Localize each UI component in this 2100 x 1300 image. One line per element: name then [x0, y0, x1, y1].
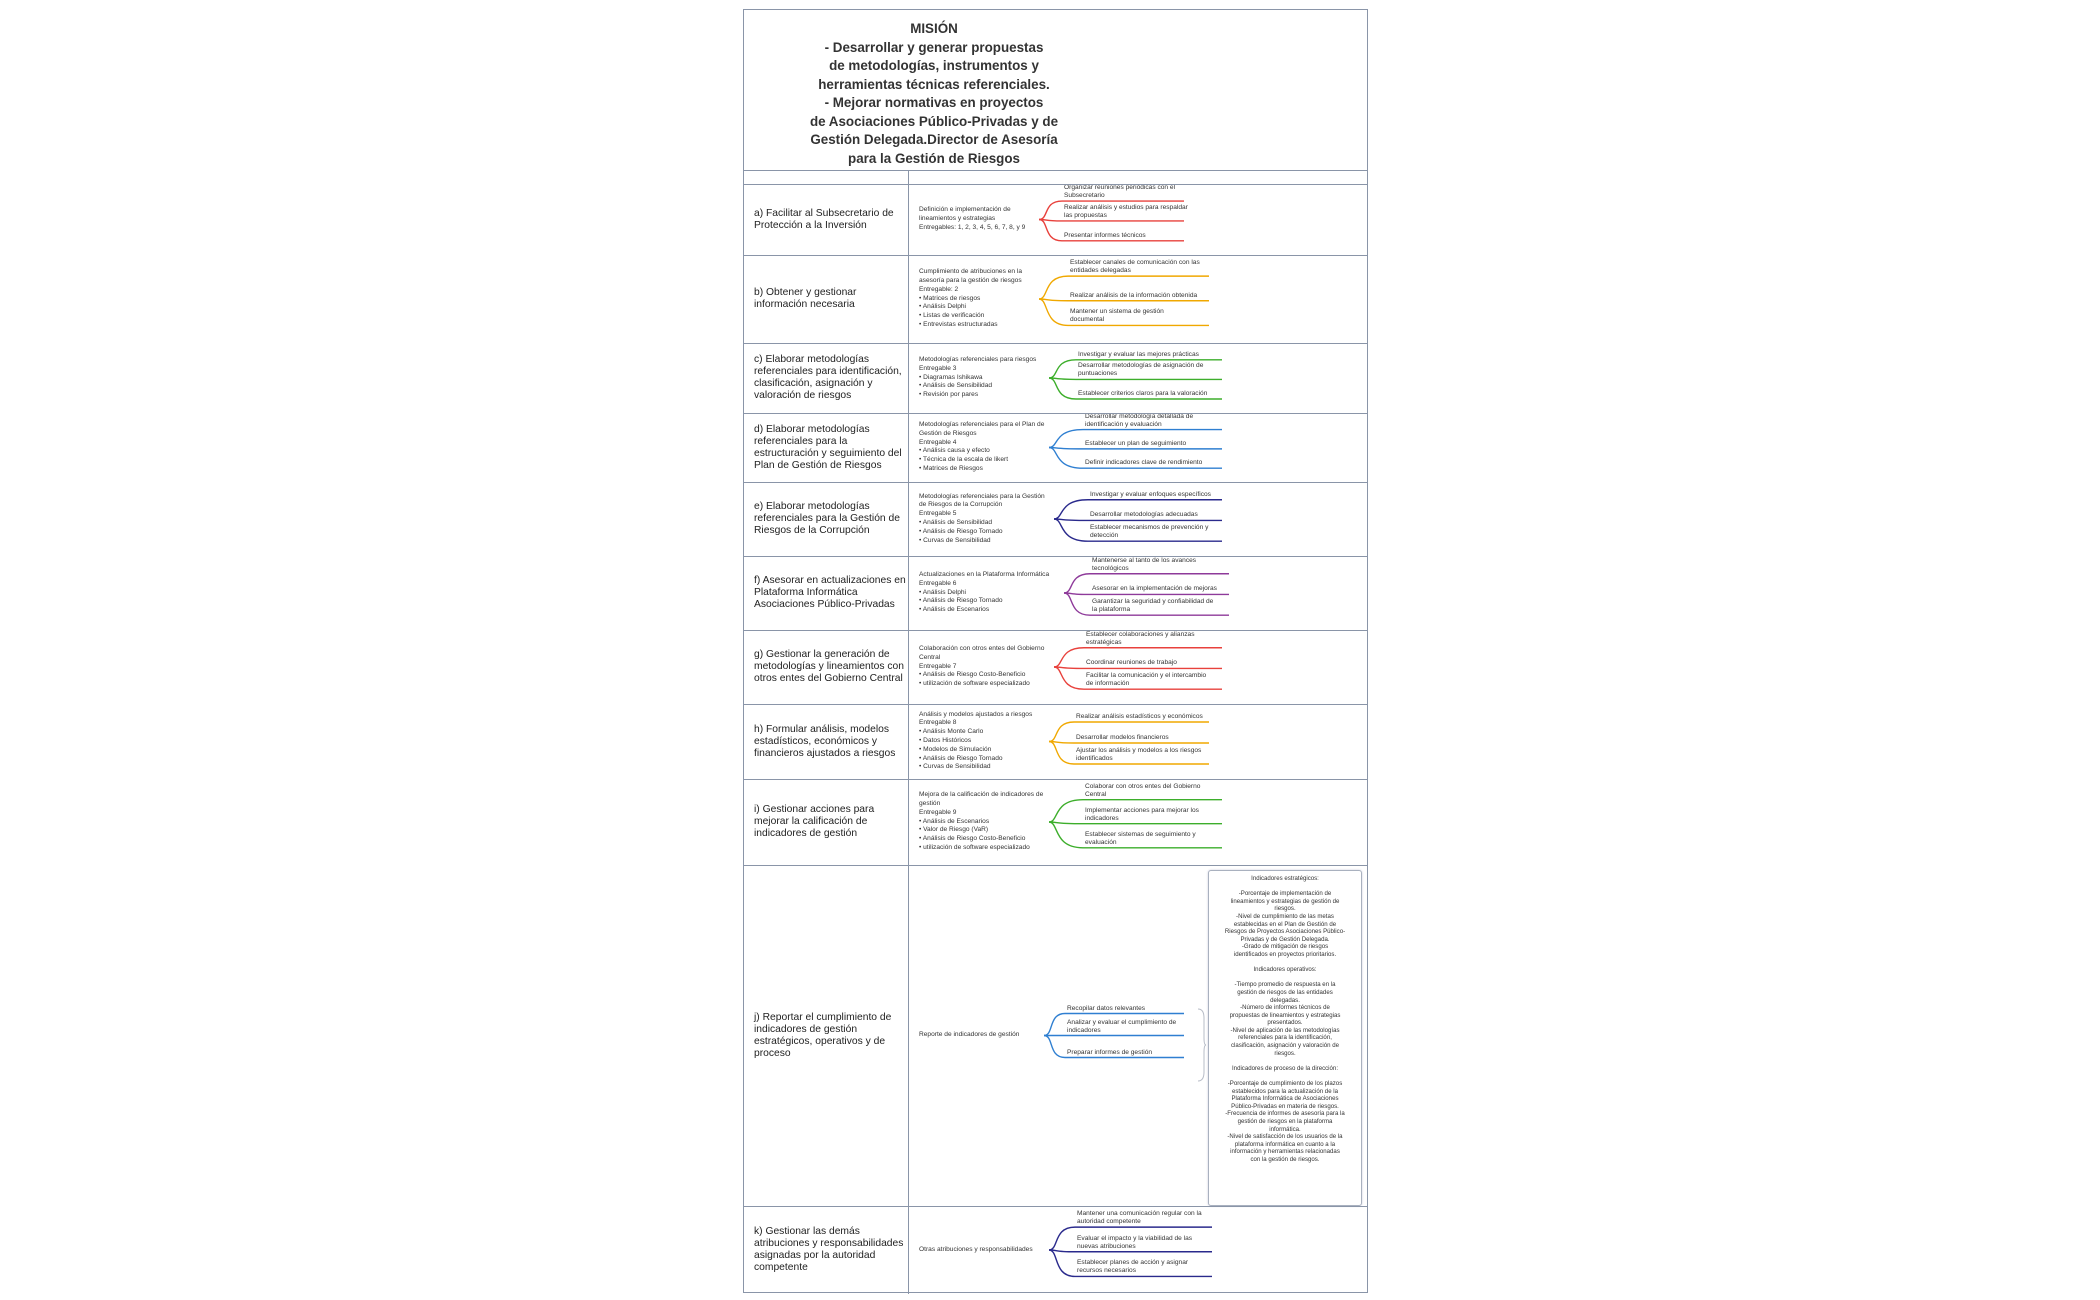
mission-line: MISIÓN	[910, 21, 958, 36]
activity-line: indicadores	[1085, 814, 1119, 822]
activity-line: entidades delegadas	[1070, 267, 1131, 275]
deliverable-line: Cumplimiento de atribuciones en la	[919, 268, 1022, 276]
activity-line: Desarrollar metodologías de asignación de	[1078, 362, 1204, 370]
activity-line: Establecer canales de comunicación con las	[1070, 259, 1200, 267]
deliverable-line: Metodologías referenciales para el Plan de	[919, 421, 1045, 429]
activity-line: Desarrollar modelos financieros	[1076, 734, 1169, 741]
column-divider	[908, 170, 909, 1294]
row-divider	[744, 343, 1367, 344]
goal-line: j) Reportar el cumplimiento de	[754, 1011, 892, 1023]
indicator-line: Indicadores estratégicos:	[1251, 875, 1319, 882]
deliverable-line: • Análisis de Riesgo Tornado	[919, 527, 1003, 535]
indicator-line: -Nivel de aplicación de las metodologías	[1230, 1026, 1340, 1034]
branch-line	[1049, 378, 1222, 399]
deliverable-line: Entregable 4	[919, 438, 957, 446]
goal-line: estadísticos, económicos y	[754, 735, 878, 747]
deliverable-line: • Análisis de Riesgo Costo-Beneficio	[919, 671, 1026, 679]
indicator-line: establecidos para la actualización de la	[1231, 1087, 1339, 1095]
indicators-bracket	[1196, 1008, 1206, 1082]
indicator-line: gestión de riesgos en la plataforma	[1237, 1118, 1333, 1125]
indicator-line: -Grado de mitigación de riesgos	[1241, 943, 1329, 951]
activity-line: Implementar acciones para mejorar los	[1085, 806, 1199, 814]
branch-line	[1049, 1227, 1212, 1250]
activity-line: Facilitar la comunicación y el intercambio	[1086, 672, 1207, 680]
activity-line: Investigar y evaluar enfoques específicos	[1090, 490, 1211, 498]
indicator-line: Indicadores operativos:	[1253, 966, 1317, 974]
indicator-line: establecidas en el Plan de Gestión de	[1233, 920, 1337, 928]
deliverable-line: • Datos Históricos	[919, 737, 972, 745]
row-divider	[744, 1206, 1367, 1207]
indicator-line	[1211, 883, 1359, 891]
goal-line: valoración de riesgos	[754, 390, 852, 401]
branch-line	[1049, 1250, 1212, 1276]
indicators-note	[1208, 870, 1362, 1206]
activity-line: Asesorar en la implementación de mejoras	[1092, 585, 1217, 593]
deliverable-line: • Análisis de Sensibilidad	[919, 382, 993, 390]
deliverable-line: Entregable 6	[919, 579, 957, 587]
branch-line	[1064, 593, 1229, 594]
row-divider	[744, 184, 1367, 185]
indicator-line: propuestas de lineamientos y estrategias	[1229, 1011, 1341, 1019]
goal-line: estratégicos, operativos y de	[754, 1035, 886, 1047]
branch-line	[1049, 378, 1222, 379]
activity-line: Subsecretario	[1064, 192, 1105, 200]
deliverable-line: Central	[919, 653, 941, 661]
deliverable-line: • Listas de verificación	[919, 312, 985, 320]
activity-line: Evaluar el impacto y la viabilidad de las	[1077, 1234, 1193, 1242]
indicator-line: Plataforma Informática de Asociaciones	[1231, 1095, 1339, 1103]
activity-line: Realizar análisis y estudios para respaldar	[1064, 203, 1188, 211]
deliverable-line: • Curvas de Sensibilidad	[919, 536, 991, 544]
deliverable-line: gestión	[919, 799, 941, 807]
activity-line: evaluación	[1085, 838, 1117, 846]
activity-line: estratégicas	[1086, 638, 1122, 646]
deliverable-line: • Análisis Delphi	[919, 588, 967, 596]
activity-line: de información	[1086, 680, 1130, 688]
deliverable-line: • Análisis de Sensibilidad	[919, 518, 993, 526]
deliverable-line: Entregable 5	[919, 510, 957, 518]
deliverable-line: Entregable 8	[919, 719, 957, 727]
goal-line: a) Facilitar al Subsecretario de	[754, 207, 894, 219]
deliverable-line: asesoría para la gestión de riesgos	[919, 276, 1022, 284]
row-divider	[744, 255, 1367, 256]
activity-line: Establecer mecanismos de prevención y	[1090, 524, 1209, 532]
deliverable-line: Gestión de Riesgos	[919, 429, 977, 437]
deliverable-line: • Valor de Riesgo (VaR)	[919, 826, 989, 834]
activity-line: Recopilar datos relevantes	[1067, 1004, 1146, 1012]
branch-line	[1054, 500, 1222, 519]
row-divider	[744, 482, 1367, 483]
row-divider	[744, 779, 1367, 780]
indicator-line: -Tiempo promedio de respuesta en la	[1234, 981, 1336, 989]
deliverable-line: • Matrices de riesgos	[919, 294, 981, 302]
goal-line: mejorar la calificación de	[754, 816, 868, 827]
deliverable-line: • Entrevistas estructuradas	[919, 320, 998, 328]
activity-line: Mantener una comunicación regular con la	[1077, 1210, 1202, 1218]
goal-line: referenciales para la	[754, 435, 848, 447]
deliverable-line: • Técnica de la escala de likert	[919, 456, 1009, 464]
activity-line: Establecer un plan de seguimiento	[1085, 439, 1187, 447]
goal-line: indicadores de gestión	[754, 828, 858, 839]
deliverable-line: • Análisis de Riesgo Tornado	[919, 597, 1003, 605]
deliverable-line: • Análisis de Escenarios	[919, 606, 990, 614]
goal-line: Riesgos de la Corrupción	[754, 525, 870, 536]
goal-line: financieros ajustados a riesgos	[754, 747, 896, 759]
deliverable-line: Análisis y modelos ajustados a riesgos	[919, 710, 1033, 718]
goal-line: h) Formular análisis, modelos	[754, 723, 890, 735]
deliverable-line: • Análisis de Riesgo Tornado	[919, 754, 1003, 762]
mission-line: Gestión Delegada.Director de Asesoría	[810, 132, 1058, 147]
activity-line: Desarrollar metodologías adecuadas	[1090, 511, 1198, 519]
goal-line: información necesaria	[754, 299, 855, 310]
branch-line	[1044, 1036, 1184, 1058]
activity-line: Colaborar con otros entes del Gobierno	[1085, 782, 1201, 790]
deliverable-line: • utilización de software especializado	[919, 843, 1030, 851]
indicator-line: -Nivel de satisfacción de los usuarios de la	[1227, 1133, 1343, 1141]
branch-line	[1054, 519, 1222, 541]
indicator-line	[1211, 959, 1359, 967]
activity-line: Mantener un sistema de gestión	[1070, 308, 1164, 316]
indicator-line: información y herramientas relacionadas	[1230, 1148, 1340, 1156]
activity-line: Mantenerse al tanto de los avances	[1092, 556, 1197, 564]
activity-line: Establecer colaboraciones y alianzas	[1086, 630, 1195, 638]
activity-line: Desarrollar metodología detallada de	[1085, 412, 1194, 420]
row-divider	[744, 170, 1367, 171]
activity-line: Realizar análisis de la información obtenida	[1070, 291, 1198, 299]
goal-line: metodologías y lineamientos con	[754, 661, 904, 672]
branch-line	[1064, 574, 1229, 593]
deliverable-line: • utilización de software especializado	[919, 680, 1030, 688]
goal-line: clasificación, asignación y	[754, 378, 873, 389]
deliverable-line: • Curvas de Sensibilidad	[919, 763, 991, 771]
activity-line: puntuaciones	[1078, 370, 1118, 378]
activity-line: Analizar y evaluar el cumplimiento de	[1067, 1018, 1177, 1026]
deliverable-line: Otras atribuciones y responsabilidades	[919, 1245, 1033, 1253]
activity-line: Investigar y evaluar las mejores prácticas	[1078, 350, 1199, 358]
deliverable-line: de Riesgos de la Corrupción	[919, 501, 1003, 509]
deliverable-line: Entregable 3	[919, 364, 957, 372]
goal-line: f) Asesorar en actualizaciones en	[754, 575, 906, 586]
branch-line	[1049, 722, 1209, 742]
goal-line: indicadores de gestión	[754, 1023, 858, 1035]
indicator-line: referenciales para la identificación,	[1238, 1034, 1332, 1042]
goal-line: i) Gestionar acciones para	[754, 804, 875, 815]
branch-line	[1039, 299, 1209, 325]
branch-line	[1049, 430, 1222, 448]
indicator-line: lineamientos y estrategias de gestión de	[1230, 897, 1340, 905]
indicator-line: con la gestión de riesgos.	[1250, 1155, 1320, 1163]
indicator-line: Indicadores de proceso de la dirección:	[1231, 1064, 1339, 1072]
indicator-line: plataforma informática en cuanto a la	[1234, 1140, 1336, 1148]
goal-line: c) Elaborar metodologías	[754, 354, 870, 365]
branch-line	[1039, 220, 1184, 221]
branch-line	[1049, 448, 1222, 449]
indicator-line: presentados.	[1267, 1019, 1303, 1027]
branch-line	[1054, 667, 1222, 668]
indicator-line: Público-Privadas en materia de riesgos.	[1231, 1102, 1339, 1110]
branch-line	[1049, 800, 1222, 822]
deliverable-line: • Análisis de Escenarios	[919, 817, 990, 825]
activity-line: Establecer planes de acción y asignar	[1077, 1259, 1189, 1267]
activity-line: Presentar informes técnicos	[1064, 231, 1146, 239]
indicator-line: -Porcentaje de cumplimiento de los plazos	[1227, 1080, 1343, 1088]
activity-line: indicadores	[1067, 1026, 1101, 1034]
branch-line	[1049, 360, 1222, 378]
indicator-line: identificados en proyectos prioritarios.	[1233, 950, 1337, 958]
branch-line	[1039, 220, 1184, 241]
deliverable-line: Colaboración con otros entes del Gobierno	[919, 645, 1045, 652]
indicator-line: -Nivel de cumplimiento de las metas	[1236, 912, 1334, 920]
deliverable-line: Mejora de la calificación de indicadores de	[919, 791, 1044, 799]
indicator-line: delegadas.	[1270, 996, 1300, 1004]
activity-line: las propuestas	[1064, 211, 1107, 219]
branch-line	[1049, 742, 1209, 765]
activity-line: autoridad competente	[1077, 1218, 1141, 1226]
indicator-line: informática.	[1269, 1125, 1301, 1133]
row-divider	[744, 865, 1367, 866]
mission-line: herramientas técnicas referenciales.	[818, 76, 1050, 92]
mission-line: - Mejorar normativas en proyectos	[824, 95, 1044, 110]
activity-line: Central	[1085, 790, 1107, 798]
indicator-line	[1211, 1057, 1359, 1065]
activity-line: Preparar informes de gestión	[1067, 1048, 1153, 1056]
deliverable-line: lineamientos y estrategias	[919, 215, 996, 223]
activity-line: Ajustar los análisis y modelos a los riesgos	[1076, 747, 1202, 754]
deliverable-line: • Análisis de Riesgo Costo-Beneficio	[919, 835, 1026, 843]
indicator-line: riesgos.	[1274, 905, 1296, 913]
activity-line: tecnológicos	[1092, 564, 1129, 572]
mission-line: de metodologías, instrumentos y	[829, 58, 1039, 73]
branch-line	[1049, 1250, 1212, 1252]
goal-line: estructuración y seguimiento del	[754, 447, 902, 459]
goal-line: asignadas por la autoridad	[754, 1250, 876, 1261]
deliverable-line: • Análisis Monte Carlo	[919, 728, 984, 736]
deliverable-line: Metodologías referenciales para riesgos	[919, 356, 1037, 363]
goal-line: referenciales para la Gestión de	[754, 513, 900, 524]
activity-line: detección	[1090, 532, 1119, 540]
indicator-line: -Porcentaje de implementación de	[1238, 890, 1332, 898]
activity-line: Definir indicadores clave de rendimiento	[1085, 459, 1203, 467]
indicator-line: riesgos.	[1274, 1049, 1296, 1057]
indicator-line: Riesgos de Proyectos Asociaciones Público-	[1224, 928, 1346, 936]
goal-line: Plataforma Informática	[754, 587, 858, 598]
mission-line: de Asociaciones Público-Privadas y de	[809, 113, 1059, 129]
goal-line: g) Gestionar la generación de	[754, 649, 890, 660]
indicator-line: Privadas y de Gestión Delegada.	[1240, 935, 1330, 943]
deliverable-line: Actualizaciones en la Plataforma Informática	[919, 571, 1050, 578]
deliverable-line: Entregable 7	[919, 662, 957, 670]
deliverable-line: Definición e implementación de	[919, 206, 1011, 214]
goal-line: Plan de Gestión de Riesgos	[754, 459, 882, 471]
goal-line: e) Elaborar metodologías	[754, 501, 870, 512]
deliverable-line: • Modelos de Simulación	[919, 745, 992, 753]
activity-line: recursos necesarios	[1077, 1267, 1137, 1275]
branch-line	[1049, 822, 1222, 848]
branch-line	[1049, 448, 1222, 469]
indicator-line: clasificación, asignación y valoración de	[1230, 1042, 1340, 1050]
goal-line: b) Obtener y gestionar	[754, 287, 857, 298]
branch-line	[1049, 742, 1209, 744]
indicator-line: gestión de riesgos de las entidades	[1237, 988, 1333, 996]
mission-line: para la Gestión de Riesgos	[848, 150, 1020, 166]
branch-line	[1064, 593, 1229, 615]
deliverable-line: Metodologías referenciales para la Gestión	[919, 492, 1045, 500]
indicator-line: -Número de informes técnicos de	[1240, 1004, 1330, 1012]
indicator-line: -Frecuencia de informes de asesoría para la	[1225, 1110, 1345, 1118]
row-divider	[744, 413, 1367, 414]
activity-line: identificación y evaluación	[1085, 420, 1162, 428]
mission-line: - Desarrollar y generar propuestas	[824, 39, 1044, 55]
activity-line: Coordinar reuniones de trabajo	[1086, 659, 1177, 667]
branch-line	[1054, 667, 1222, 689]
goal-line: proceso	[754, 1047, 791, 1059]
deliverable-line: Entregables: 1, 2, 3, 4, 5, 6, 7, 8, y 9	[919, 223, 1026, 231]
deliverable-line: • Diagramas Ishikawa	[919, 373, 983, 381]
activity-line: Organizar reuniones periódicas con el	[1064, 184, 1176, 192]
indicator-line	[1211, 974, 1359, 982]
activity-line: Garantizar la seguridad y confiabilidad de	[1092, 598, 1214, 606]
branch-line	[1054, 519, 1222, 520]
deliverable-line: • Análisis Delphi	[919, 303, 967, 311]
goal-line: otros entes del Gobierno Central	[754, 673, 903, 684]
indicator-line	[1211, 1072, 1359, 1080]
goal-line: d) Elaborar metodologías	[754, 423, 870, 435]
goal-line: atribuciones y responsabilidades	[754, 1238, 904, 1249]
activity-line: documental	[1070, 316, 1105, 324]
mission-diagram-board	[743, 9, 1368, 1293]
goal-line: Asociaciones Público-Privadas	[754, 599, 895, 610]
branch-line	[1039, 201, 1184, 219]
activity-line: la plataforma	[1092, 606, 1131, 614]
branch-line	[1054, 648, 1222, 667]
branch-line	[1039, 299, 1209, 301]
row-divider	[744, 630, 1367, 631]
deliverable-line: Reporte de indicadores de gestión	[919, 1031, 1020, 1039]
activity-line: Establecer sistemas de seguimiento y	[1085, 830, 1196, 838]
deliverable-line: Entregable 9	[919, 808, 957, 816]
deliverable-line: • Análisis causa y efecto	[919, 447, 990, 455]
row-divider	[744, 704, 1367, 705]
row-divider	[744, 556, 1367, 557]
goal-line: competente	[754, 1262, 808, 1273]
deliverable-line: Entregable: 2	[919, 285, 959, 293]
activity-line: identificados	[1076, 755, 1113, 762]
activity-line: Establecer criterios claros para la valoración	[1078, 390, 1208, 397]
branch-line	[1049, 822, 1222, 824]
deliverable-line: • Matrices de Riesgos	[919, 465, 983, 473]
activity-line: nuevas atribuciones	[1077, 1242, 1136, 1250]
activity-line: Realizar análisis estadísticos y económicos	[1076, 713, 1203, 720]
goal-line: k) Gestionar las demás	[754, 1226, 860, 1237]
goal-line: Protección a la Inversión	[754, 219, 867, 231]
branch-line	[1044, 1014, 1184, 1036]
deliverable-line: • Revisión por pares	[919, 391, 979, 399]
branch-line	[1039, 276, 1209, 299]
goal-line: referenciales para identificación,	[754, 366, 902, 377]
